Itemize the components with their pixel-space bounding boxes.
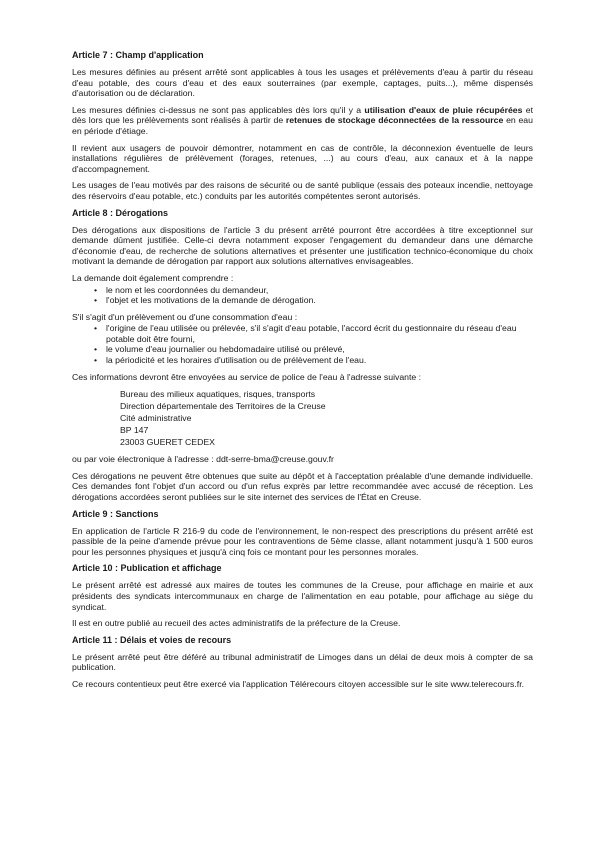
article-9 xyxy=(72,509,533,558)
article-7-p2-text-b: et dès lors que les prélèvements sont réalisés à partir de xyxy=(72,104,533,126)
article-10-heading: Article 10 : Publication et affichage xyxy=(72,563,222,574)
address-line: BP 147 xyxy=(120,425,149,436)
address-line: Direction départementale des Territoires de la Creuse xyxy=(120,401,326,412)
article-10-paragraph-2: Il est en outre publié au recueil des actes administratifs de la préfecture de la Creuse. xyxy=(72,618,401,629)
article-7-p2-text-c: en eau en période d'étiage. xyxy=(72,115,533,136)
article-7-p2-bold-a: utilisation d'eaux de pluie récupérées xyxy=(364,104,523,115)
article-8-paragraph-6: Ces dérogations ne peuvent être obtenues que suite au dépôt et à l'acceptation préalable d'une demande individuelle. Ces demandes font l'objet d'un accord ou d'un refus exprès par lettre recommandée avec accusé de réception. Les dérogations accordées seront publiées sur le site internet des services de l'État en Creuse. xyxy=(72,470,533,503)
list-item: • l'origine de l'eau utilisée ou prélevée, s'il s'agit d'eau potable, l'accord écrit du gestionnaire du réseau d'eau potable doit être fourni, xyxy=(98,323,533,344)
postal-address xyxy=(120,388,533,448)
article-11-paragraph-2: Ce recours contentieux peut être exercé via l'application Télérecours citoyen accessible sur le site www.telerecours.fr. xyxy=(72,678,525,689)
article-8-heading: Article 8 : Dérogations xyxy=(72,207,169,218)
list-item: • la périodicité et les horaires d'utilisation ou de prélèvement de l'eau. xyxy=(98,355,533,366)
address-line: Bureau des milieux aquatiques, risques, transports xyxy=(120,389,316,400)
address-line: 23003 GUERET CEDEX xyxy=(120,437,215,448)
article-8-paragraph-4: Ces informations devront être envoyées au service de police de l'eau à l'adresse suivante : xyxy=(72,371,422,382)
article-11-paragraph-1: Le présent arrêté peut être déféré au tribunal administratif de Limoges dans un délai de deux mois à compter de sa publication. xyxy=(72,651,533,673)
article-9-heading: Article 9 : Sanctions xyxy=(72,508,159,519)
list-item: • le volume d'eau journalier ou hebdomadaire utilisé ou prélevé, xyxy=(98,344,533,355)
article-7-paragraph-1: Les mesures définies au présent arrêté sont applicables à tous les usages et prélèvements d'eau à partir du réseau d'eau potable, des cours d'eau et des eaux souterraines (par exemple, captages, puits...), même dispensés d'autorisation ou de déclaration. xyxy=(72,67,533,99)
article-7 xyxy=(72,50,533,202)
article-8-paragraph-1: Des dérogations aux dispositions de l'article 3 du présent arrêté pourront être accordées à titre exceptionnel sur demande dûment justifiée. Celle-ci devra notamment exposer l'engagement du demandeur dans une démarche d'économie d'eau, de recherche de solutions alternatives et présenter une justification technico-économique du choix motivant la demande de dérogation par rapport aux solutions alternatives envisageables. xyxy=(72,224,533,267)
article-7-paragraph-3: Il revient aux usagers de pouvoir démontrer, notamment en cas de contrôle, la déconnexion éventuelle de leurs installations régulières de prélèvement (forages, retenues, ...) au cours d'eau, aux canaux et à la nappe d'accompagnement. xyxy=(72,142,533,174)
article-7-paragraph-4: Les usages de l'eau motivés par des raisons de sécurité ou de santé publique (essais des poteaux incendie, nettoyage des réservoirs d'eau potable, etc.) conduits par les autorités compétentes seront autorisés. xyxy=(72,180,533,201)
article-8 xyxy=(72,208,533,503)
article-11-heading: Article 11 : Délais et voies de recours xyxy=(72,634,232,645)
article-8-list-1 xyxy=(72,285,533,306)
article-7-heading: Article 7 : Champ d'application xyxy=(72,50,204,60)
list-item: • l'objet et les motivations de la demande de dérogation. xyxy=(98,295,533,306)
list-item: • le nom et les coordonnées du demandeur, xyxy=(98,285,533,296)
article-7-p2-text-a: Les mesures définies ci-dessus ne sont pas applicables dès lors qu'il y a xyxy=(72,104,365,115)
article-11 xyxy=(72,635,533,690)
article-7-p2-bold-b: retenues de stockage déconnectées de la ressource xyxy=(285,115,504,126)
article-9-paragraph-1: En application de l'article R 216-9 du code de l'environnement, le non-respect des prescriptions du présent arrêté est passible de la peine d'amende prévue pour les contraventions de 5ème classe, allant notamment jusqu'à 1 500 euros pour les personnes physiques et jusqu'à cinq fois ce montant pour les personnes morales. xyxy=(72,525,533,557)
address-line: Cité administrative xyxy=(120,413,192,424)
article-8-paragraph-5: ou par voie électronique à l'adresse : ddt-serre-bma@creuse.gouv.fr xyxy=(72,454,334,465)
article-7-paragraph-2 xyxy=(72,105,533,137)
article-8-list-2 xyxy=(72,323,533,365)
article-8-paragraph-3: S'il s'agit d'un prélèvement ou d'une consommation d'eau : xyxy=(72,311,298,322)
article-8-paragraph-2: La demande doit également comprendre : xyxy=(72,272,234,283)
article-10 xyxy=(72,563,533,628)
article-10-paragraph-1: Le présent arrêté est adressé aux maires de toutes les communes de la Creuse, pour affichage en mairie et aux présidents des syndicats intercommunaux en charge de l'alimentation en eau potable, pour affichage au siège du syndicat. xyxy=(72,580,533,612)
